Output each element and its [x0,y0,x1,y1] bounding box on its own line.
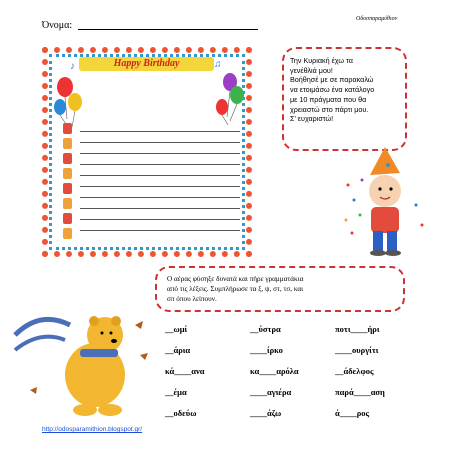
word-item[interactable]: παρά____αση [335,387,385,397]
bubble-line: Σ' ευχαριστώ! [290,114,334,124]
pooh-bear-illustration [10,305,160,420]
instruction-line: σπ όπου λείπουν. [167,295,217,303]
instruction-line: Ο αέρας φύσηξε δυνατά και πήρε γραμματάκια [167,275,304,283]
blog-url-link[interactable]: http://odosparamithion.blogspot.gr/ [42,426,143,433]
bubble-line: Βοήθησέ με σε παρακαλώ [290,75,374,85]
balloon-icon [68,93,82,127]
list-writing-line[interactable] [80,175,240,176]
cake-slice-icon [63,198,72,209]
word-item[interactable]: ____αγιέρα [250,387,292,397]
happy-birthday-banner: Happy Birthday [79,57,214,71]
word-item[interactable]: κα____αρόλα [250,366,299,376]
bubble-line: χρειαστώ στο πάρτι μου. [290,104,369,114]
word-item[interactable]: κά____ανα [165,366,205,376]
cake-slice-icon [63,153,72,164]
instruction-bubble [155,266,405,312]
word-item[interactable]: ____ίρκο [250,345,283,355]
word-item[interactable]: __ύστρα [250,324,281,334]
list-writing-line[interactable] [80,142,240,143]
bubble-line: Την Κυριακή έχω τα [290,56,353,65]
word-item[interactable]: __έμα [165,387,187,397]
word-item[interactable]: __οδεύω [165,408,197,418]
speech-bubble-party [282,47,407,151]
word-item[interactable]: __ωμί [165,324,188,334]
list-writing-line[interactable] [80,208,240,209]
word-item[interactable]: __άδελφος [335,366,374,376]
music-note-icon: ♫ [214,59,222,70]
bubble-line: να ετοιμάσω ένα κατάλογο [290,85,375,95]
cake-slice-icon [63,168,72,179]
word-item[interactable]: ____ουργίτι [335,345,379,355]
list-writing-line[interactable] [80,197,240,198]
list-writing-line[interactable] [80,153,240,154]
cake-slice-icon [63,138,72,149]
bubble-line: με 10 πράγματα που θα [290,94,367,104]
party-boy-illustration [340,145,430,260]
instruction-line: από τις λέξεις. Συμπλήρωσε τα ξ, ψ, στ, τσ, και [167,285,304,293]
list-writing-line[interactable] [80,230,240,231]
balloons-illustration [42,47,252,257]
word-item[interactable]: ά____ρος [335,408,370,418]
name-label: Όνομα: [42,20,73,31]
cake-slice-icon [63,123,72,134]
site-logo: Οδοσπαραμύθιον [356,16,398,22]
name-field-line[interactable] [78,29,258,30]
cake-slice-icon [63,228,72,239]
balloon-icon [230,86,244,121]
cake-slice-icon [63,213,72,224]
music-note-icon: ♪ [70,61,75,72]
balloon-icon [216,99,228,125]
bubble-line: γενέθλιά μου! [290,65,333,75]
word-item[interactable]: ____άζω [250,408,282,418]
word-item[interactable]: ποτι____ήρι [335,324,380,334]
list-writing-line[interactable] [80,164,240,165]
list-writing-line[interactable] [80,131,240,132]
list-writing-line[interactable] [80,186,240,187]
cake-slice-icon [63,183,72,194]
word-item[interactable]: __άρια [165,345,191,355]
list-writing-line[interactable] [80,219,240,220]
